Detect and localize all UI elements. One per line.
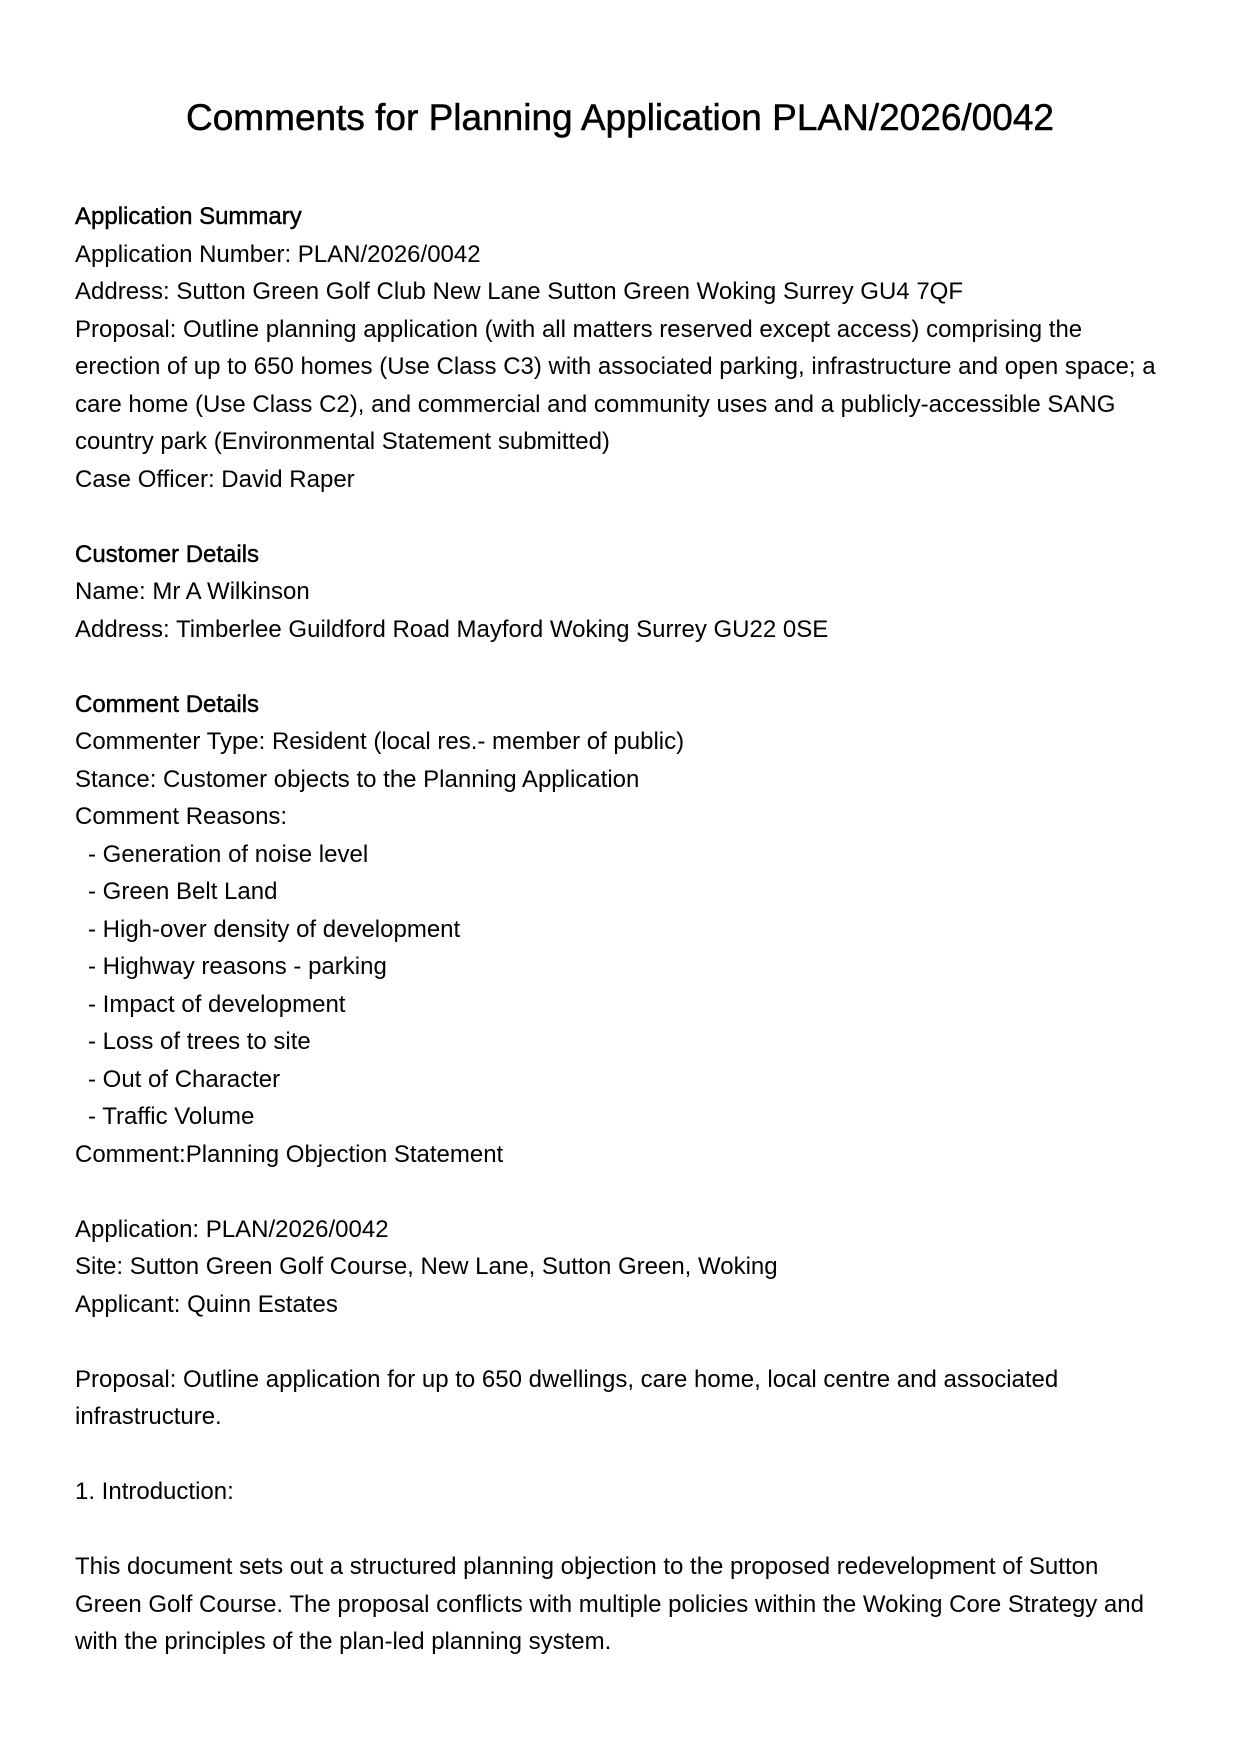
application-number: Application Number: PLAN/2026/0042 xyxy=(75,240,481,268)
spacer xyxy=(75,1323,1165,1361)
application-proposal: Proposal: Outline planning application (with all matters reserved except access) comprising the erection of up to 650 homes (Use Class C3) with associated parking, infrastructure and open space; a care home (Use Class C2), and commercial and community uses and a publicly-accessible SANG country park (Environmental Statement submitted) xyxy=(75,315,1163,455)
application-address: Address: Sutton Green Golf Club New Lane Sutton Green Woking Surrey GU4 7QF xyxy=(75,278,963,305)
commenter-type: Commenter Type: Resident (local res.- member of public) xyxy=(75,728,685,755)
comment-reason-item: - Traffic Volume xyxy=(88,1103,255,1130)
spacer xyxy=(75,498,1165,536)
statement-applicant: Applicant: Quinn Estates xyxy=(75,1290,338,1318)
statement-site: Site: Sutton Green Golf Course, New Lane, Sutton Green, Woking xyxy=(75,1253,778,1280)
comment-reason-item: - Highway reasons - parking xyxy=(88,953,387,980)
comment-reason-item: - High-over density of development xyxy=(88,915,461,943)
comment-reason-item: - Loss of trees to site xyxy=(88,1028,311,1055)
customer-name: Name: Mr A Wilkinson xyxy=(75,578,310,605)
customer-address: Address: Timberlee Guildford Road Mayford Woking Surrey GU22 0SE xyxy=(75,615,829,643)
case-officer: Case Officer: David Raper xyxy=(75,465,355,493)
stance: Stance: Customer objects to the Planning Application xyxy=(75,765,640,793)
spacer xyxy=(75,648,1165,686)
comment-text: Comment:Planning Objection Statement xyxy=(75,1140,504,1168)
statement-proposal: Proposal: Outline application for up to 650 dwellings, care home, local centre and associated infrastructure. xyxy=(75,1365,1065,1430)
comment-reason-item: - Impact of development xyxy=(88,990,346,1018)
comment-reason-item: - Generation of noise level xyxy=(88,840,369,868)
document-body xyxy=(75,198,1165,1661)
application-summary-heading: Application Summary xyxy=(75,203,302,230)
customer-details-heading: Customer Details xyxy=(75,540,260,568)
comment-details-heading: Comment Details xyxy=(75,690,260,718)
introduction-text: This document sets out a structured planning objection to the proposed redevelopment of Sutton Green Golf Course. The proposal conflicts with multiple policies within the Woking Core Strategy and with the principles of the plan-led planning system. xyxy=(75,1553,1151,1655)
statement-application: Application: PLAN/2026/0042 xyxy=(75,1215,389,1243)
comment-reasons-label: Comment Reasons: xyxy=(75,803,288,830)
spacer xyxy=(75,1173,1165,1211)
page-title: Comments for Planning Application PLAN/2026/0042 xyxy=(186,97,1054,138)
comment-reason-item: - Green Belt Land xyxy=(88,878,278,905)
introduction-heading: 1. Introduction: xyxy=(75,1478,234,1505)
spacer xyxy=(75,1511,1165,1549)
spacer xyxy=(75,1436,1165,1474)
comment-reason-item: - Out of Character xyxy=(88,1065,281,1093)
